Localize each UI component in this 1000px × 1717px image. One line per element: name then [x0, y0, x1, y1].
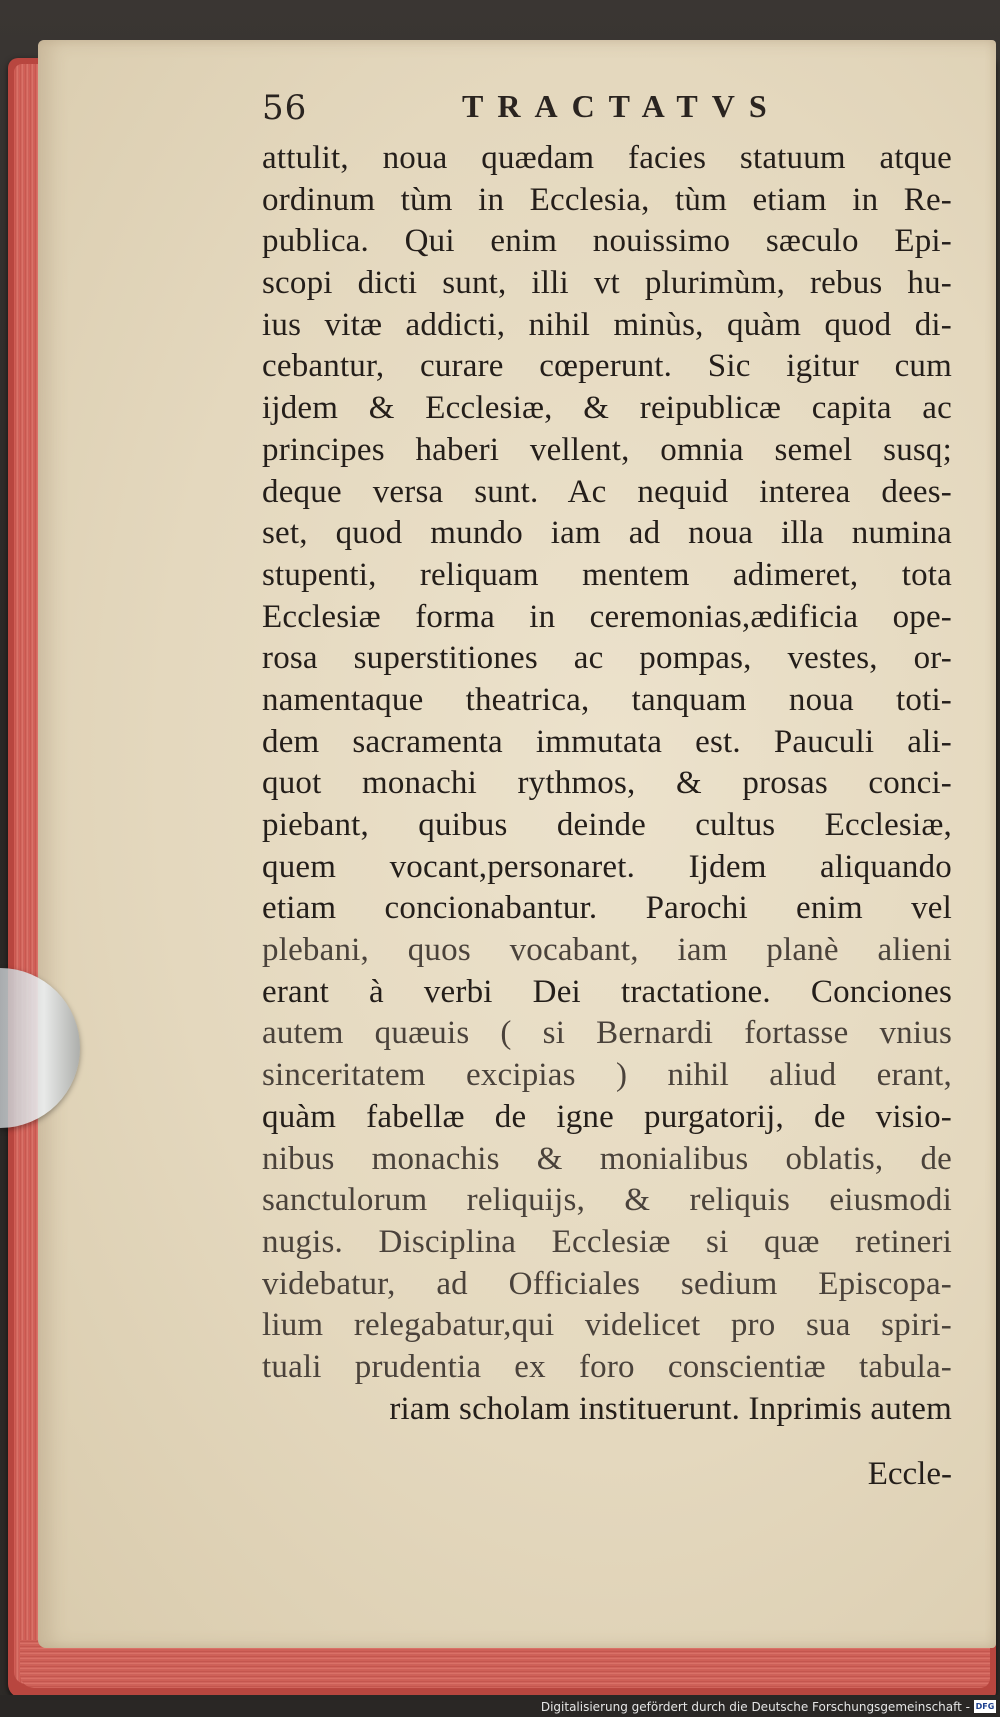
text-line: autem quæuis ( si Bernardi fortasse vnius [262, 1015, 952, 1052]
text-line: cebantur, curare cœperunt. Sic igitur cum [262, 348, 952, 385]
text-line: set, quod mundo iam ad noua illa numina [262, 515, 952, 552]
text-line: plebani, quos vocabant, iam planè alieni [262, 932, 952, 969]
text-line: Ecclesiæ forma in ceremonias,ædificia ope- [262, 598, 952, 635]
text-line: tuali prudentia ex foro conscientiæ tabula- [262, 1348, 952, 1385]
text-line: quot monachi rythmos, & prosas conci- [262, 765, 952, 802]
text-line: scopi dicti sunt, illi vt plurimùm, rebus hu- [262, 265, 952, 302]
text-line: piebant, quibus deinde cultus Ecclesiæ, [262, 807, 952, 843]
text-line: lium relegabatur,qui videlicet pro sua spiri- [262, 1307, 952, 1344]
text-line: namentaque theatrica, tanquam noua toti- [262, 681, 952, 718]
text-line: attulit, noua quædam facies statuum atque [262, 140, 952, 176]
text-line: quàm fabellæ de igne purgatorij, de visio- [262, 1098, 952, 1135]
text-line: stupenti, reliquam mentem adimeret, tota [262, 556, 952, 593]
text-line: sanctulorum reliquijs, & reliquis eiusmodi [262, 1182, 952, 1219]
text-line: deque versa sunt. Ac nequid interea dees- [262, 473, 952, 510]
text-line: publica. Qui enim nouissimo sæculo Epi- [262, 223, 952, 260]
footer-bar [0, 1695, 1000, 1717]
text-line: nibus monachis & monialibus oblatis, de [262, 1140, 952, 1177]
text-line: ordinum tùm in Ecclesia, tùm etiam in Re- [262, 181, 952, 218]
text-line: quem vocant,personaret. Ijdem aliquando [262, 848, 952, 885]
catchword: Eccle- [867, 1456, 952, 1492]
text-line: ius vitæ addicti, nihil minùs, quàm quod di- [262, 306, 952, 343]
text-line: dem sacramenta immutata est. Pauculi ali- [262, 723, 952, 760]
text-line: erant à verbi Dei tractatione. Conciones [262, 973, 952, 1010]
text-line: riam scholam instituerunt. Inprimis autem [389, 1390, 952, 1427]
dfg-logo-icon: DFG [975, 1702, 995, 1711]
funding-credit: Digitalisierung gefördert durch die Deutsche Forschungsgemeinschaft - [540, 1700, 970, 1714]
body-text [262, 138, 952, 1430]
text-line: videbatur, ad Officiales sedium Episcopa- [262, 1265, 952, 1302]
running-title: TRACTATVS [462, 88, 781, 124]
page-header [262, 80, 952, 136]
text-line: sinceritatem excipias ) nihil aliud erant, [262, 1057, 952, 1094]
text-line: principes haberi vellent, omnia semel susq; [262, 431, 952, 468]
text-line: nugis. Disciplina Ecclesiæ si quæ retineri [262, 1223, 952, 1260]
page-number: 56 [262, 88, 308, 128]
text-line: rosa superstitiones ac pompas, vestes, or- [262, 640, 952, 677]
text-line: ijdem & Ecclesiæ, & reipublicæ capita ac [262, 390, 952, 427]
text-line: etiam concionabantur. Parochi enim vel [262, 890, 952, 927]
